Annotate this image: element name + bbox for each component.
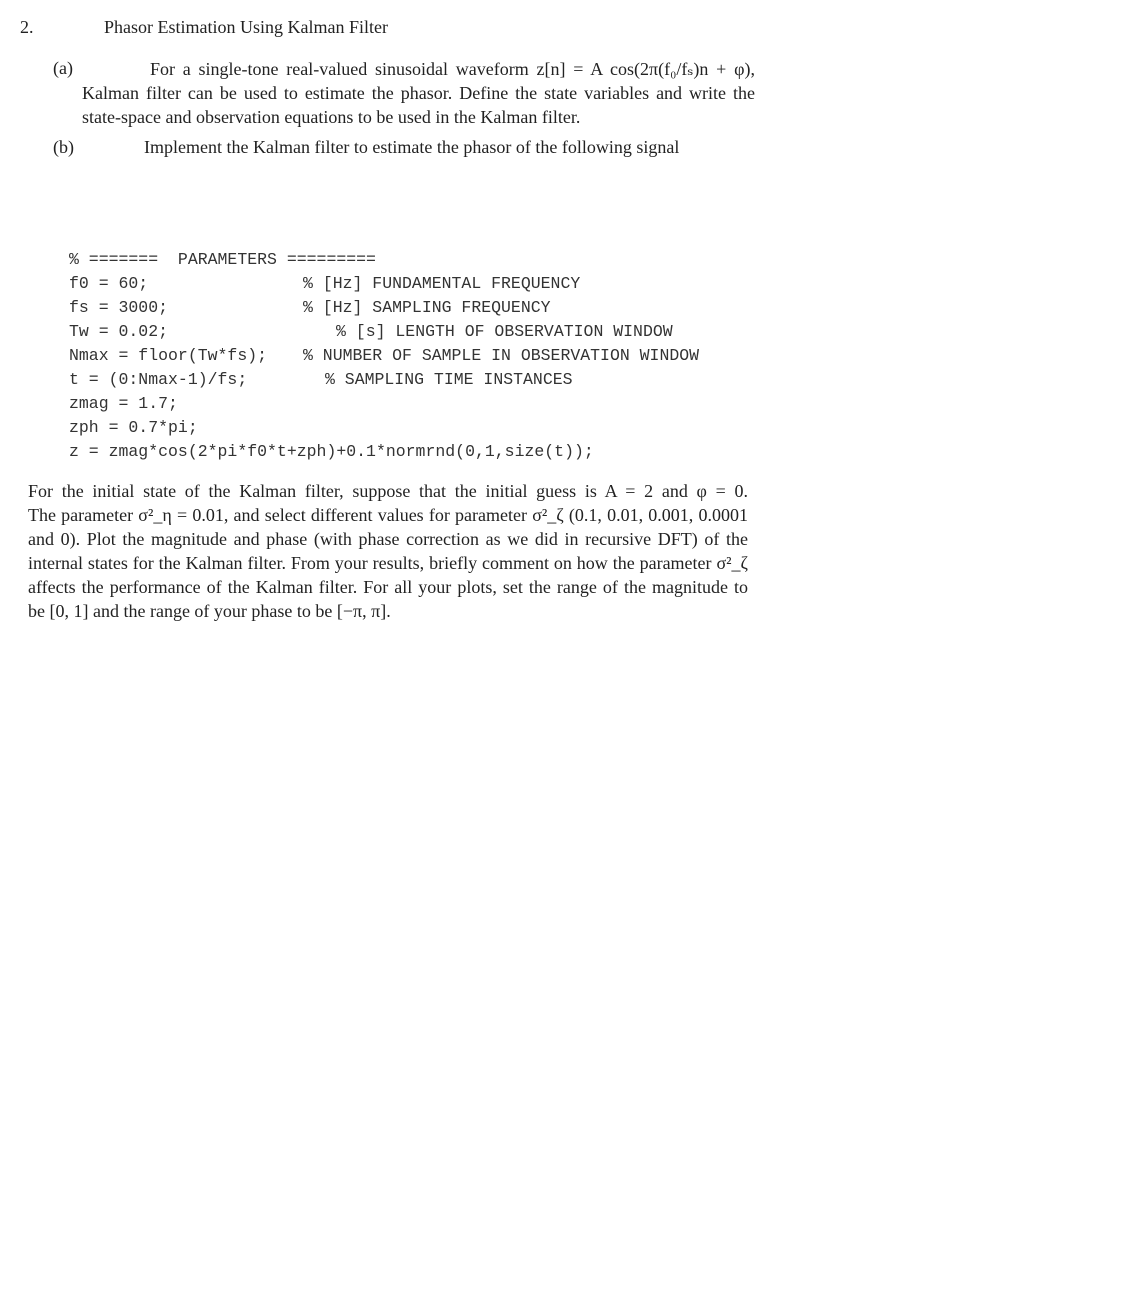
code-line-nmax: Nmax = floor(Tw*fs);	[69, 346, 268, 365]
closing-line-3: and 0). Plot the magnitude and phase (with phase correction as we did in recursive DFT) of the	[28, 529, 748, 549]
code-header: % ======= PARAMETERS =========	[69, 250, 376, 269]
code-line-fs: fs = 3000;	[69, 298, 169, 317]
code-comment-fs: % [Hz] SAMPLING FREQUENCY	[303, 298, 551, 317]
code-comment-t: % SAMPLING TIME INSTANCES	[325, 370, 573, 389]
code-comment-nmax: % NUMBER OF SAMPLE IN OBSERVATION WINDOW	[303, 346, 700, 365]
part-b-text: Implement the Kalman filter to estimate the phasor of the following signal	[144, 137, 680, 157]
closing-paragraph	[28, 479, 748, 623]
code-line-tw: Tw = 0.02;	[69, 322, 169, 341]
closing-line-5: affects the performance of the Kalman filter. For all your plots, set the range of the magnitude to	[28, 577, 748, 597]
part-a-label: (a)	[53, 58, 73, 78]
part-b-label: (b)	[53, 137, 74, 157]
part-a-text	[82, 57, 755, 129]
closing-line-1: For the initial state of the Kalman filter, suppose that the initial guess is A = 2 and φ = 0.	[28, 481, 748, 501]
closing-line-6: be [0, 1] and the range of your phase to be [−π, π].	[28, 601, 391, 621]
part-a-line-2: Kalman filter can be used to estimate the phasor. Define the state variables and write the	[82, 83, 755, 103]
code-line-f0: f0 = 60;	[69, 274, 149, 293]
closing-line-2: The parameter σ²_η = 0.01, and select different values for parameter σ²_ζ (0.1, 0.01, 0.001, 0.0001	[28, 505, 748, 525]
code-line-z: z = zmag*cos(2*pi*f0*t+zph)+0.1*normrnd(0,1,size(t));	[69, 442, 594, 461]
code-line-zmag: zmag = 1.7;	[69, 394, 178, 413]
code-line-zph: zph = 0.7*pi;	[69, 418, 198, 437]
part-a-line-1: For a single-tone real-valued sinusoidal waveform z[n] = A cos(2π(f₀/fₛ)n + φ),	[150, 59, 755, 79]
code-line-t: t = (0:Nmax-1)/fs;	[69, 370, 248, 389]
closing-line-4: internal states for the Kalman filter. From your results, briefly comment on how the parameter σ²_ζ	[28, 553, 748, 573]
part-a-line-3: state-space and observation equations to be used in the Kalman filter.	[82, 107, 581, 127]
problem-title: Phasor Estimation Using Kalman Filter	[104, 17, 388, 37]
code-comment-f0: % [Hz] FUNDAMENTAL FREQUENCY	[303, 274, 581, 293]
code-comment-tw: % [s] LENGTH OF OBSERVATION WINDOW	[336, 322, 673, 341]
problem-number: 2.	[20, 17, 34, 37]
